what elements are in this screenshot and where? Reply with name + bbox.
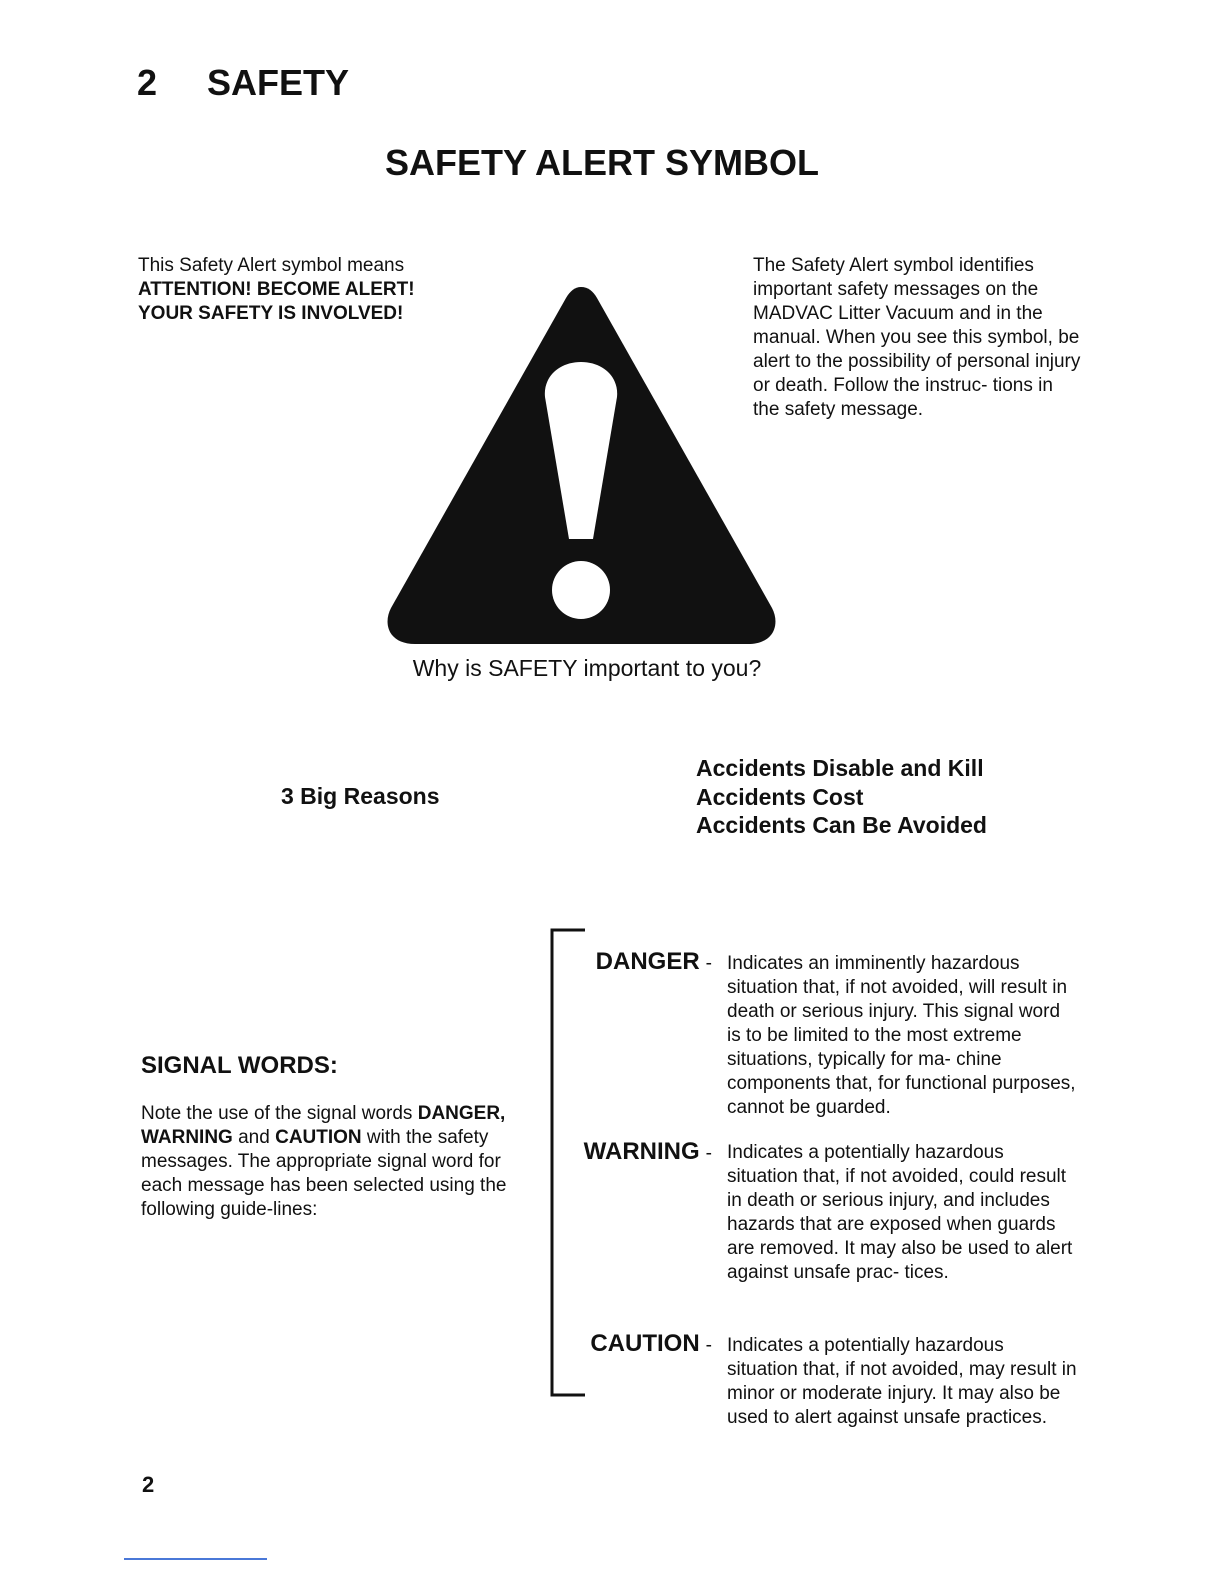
intro-right-text: The Safety Alert symbol identifies important safety messages on the MADVAC Litter Vacuum and in the manual. When you see this symbol, be alert to the possibility of personal injury or death. Follow the instruc- tions in the safety message.: [753, 255, 1081, 420]
intro-left-line2: ATTENTION! BECOME ALERT!: [138, 279, 415, 300]
safety-question: Why is SAFETY important to you?: [412, 655, 762, 681]
reason-item: Accidents Cost: [696, 783, 864, 810]
reasons-list: [696, 754, 987, 840]
signal-entry-caution-description: Indicates a potentially hazardous situation that, if not avoided, may result in minor or moderate injury. It may also be used to alert against unsafe practices.: [727, 1335, 1077, 1428]
signal-text-part: Note the use of the signal words: [141, 1103, 418, 1124]
signal-entry-warning-description: Indicates a potentially hazardous situation that, if not avoided, could result in death or serious injury, and includes hazards that are exposed when guards are removed. It may also be used to alert against unsafe prac- tices.: [727, 1142, 1073, 1283]
signal-text-part: with the safety messages. The appropriate signal word for each message has been selected using the following guide-lines:: [141, 1127, 507, 1220]
signal-word-danger-ref: DANGER,: [417, 1103, 506, 1124]
signal-word-separator: -: [705, 1143, 712, 1164]
signal-word-warning-ref: WARNING: [141, 1127, 233, 1148]
safety-alert-icon: [383, 283, 780, 648]
reason-item: Accidents Can Be Avoided: [696, 812, 987, 838]
chapter-heading: [137, 62, 349, 104]
signal-word-caution-ref: CAUTION: [275, 1127, 362, 1148]
signal-word-separator: -: [705, 953, 712, 974]
page-number: 2: [142, 1472, 155, 1497]
signal-word-separator: -: [705, 1335, 712, 1356]
signal-entry-danger-word: [572, 948, 712, 976]
signal-words-paragraph: [141, 1102, 536, 1222]
signal-word-label: CAUTION: [590, 1330, 700, 1357]
chapter-number: 2: [137, 62, 158, 103]
intro-left-line1: This Safety Alert symbol means: [138, 255, 405, 276]
intro-left-line3: YOUR SAFETY IS INVOLVED!: [138, 303, 404, 324]
reason-item: Accidents Disable and Kill: [696, 755, 984, 781]
signal-entry-caution-word: [572, 1330, 712, 1358]
signal-word-label: WARNING: [583, 1138, 700, 1165]
page-title: SAFETY ALERT SYMBOL: [384, 142, 820, 183]
footer-rule: [124, 1558, 267, 1560]
signal-words-heading: SIGNAL WORDS:: [141, 1052, 338, 1079]
signal-word-label: DANGER: [595, 948, 700, 975]
signal-entry-warning-word: [572, 1138, 712, 1166]
reasons-label: 3 Big Reasons: [281, 783, 440, 809]
chapter-title: SAFETY: [207, 62, 350, 103]
signal-entry-danger-description: Indicates an imminently hazardous situation that, if not avoided, will result in death or serious injury. This signal word is to be limited to the most extreme situations, typically for ma- chine components that, for functional purposes, cannot be guarded.: [727, 953, 1076, 1118]
signal-text-part: and: [232, 1127, 276, 1148]
